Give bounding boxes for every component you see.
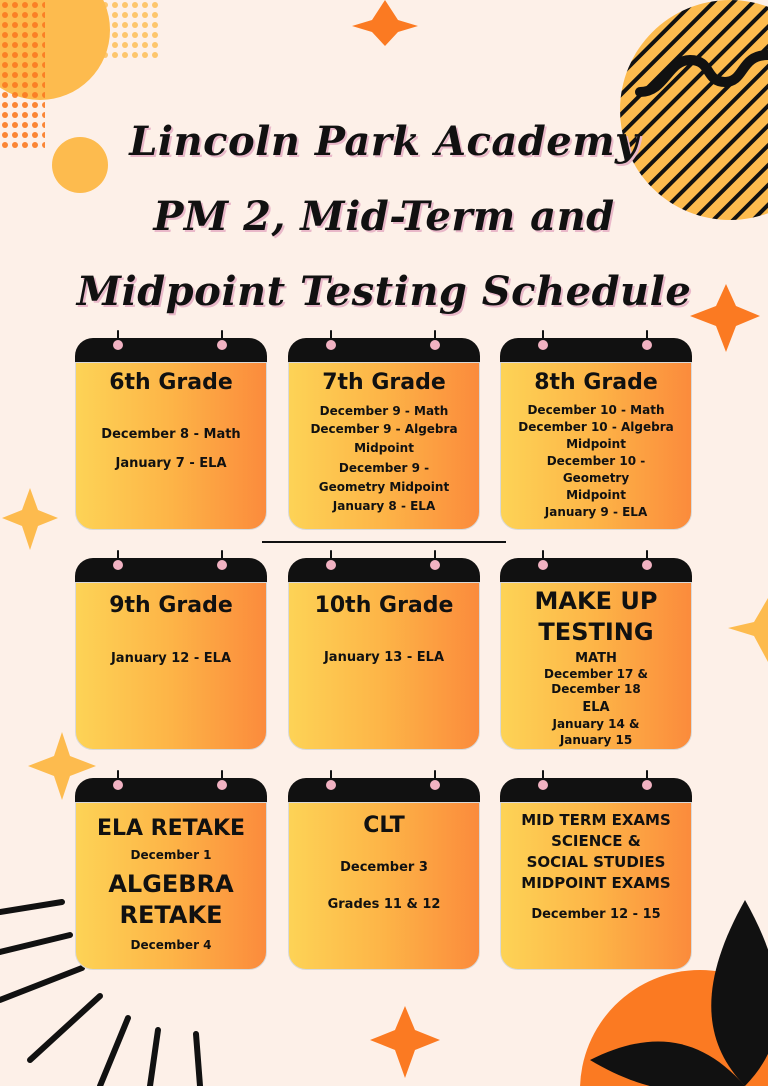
top-center-dots [100,0,160,60]
card-6th-grade [75,330,267,530]
card-line: January 15 [559,733,633,747]
card-7th-grade [288,330,480,530]
card-line: January 9 - ELA [544,505,648,519]
card-line: December 9 - Math [319,404,449,418]
calendar-ring-icon [430,770,440,792]
card-make-up-testing [500,550,692,750]
sparkle-bottom [370,1006,440,1078]
card-heading: MIDPOINT EXAMS [521,874,671,892]
card-8th-grade [500,330,692,530]
calendar-ring-icon [538,550,548,572]
card-line: December 8 - Math [101,427,241,442]
card-10th-grade [288,550,480,750]
card-heading: TESTING [538,618,654,646]
card-heading: 7th Grade [322,370,446,395]
calendar-ring-icon [538,330,548,352]
card-line: Midpoint [354,441,414,455]
card-heading: SCIENCE & [551,832,641,850]
calendar-ring-icon [217,550,227,572]
striped-circle [620,0,768,220]
calendar-ring-icon [113,770,123,792]
card-line: December 12 - 15 [531,907,661,922]
card-retakes [75,770,267,970]
card-line: December 10 - Algebra [518,420,674,434]
card-line: December 18 [551,682,641,696]
card-heading: 9th Grade [109,593,233,618]
calendar-ring-icon [113,330,123,352]
card-label: MATH [575,651,617,666]
card-line: December 9 - [338,461,430,475]
card-line: December 17 & [543,667,649,681]
calendar-ring-icon [326,770,336,792]
card-line: Geometry Midpoint [318,480,450,494]
calendar-ring-icon [217,770,227,792]
card-line: December 10 - Math [527,403,665,417]
calendar-ring-icon [642,770,652,792]
card-heading: 6th Grade [109,370,233,395]
sparkle-left [2,488,58,550]
card-9th-grade [75,550,267,750]
card-line: January 14 & [552,717,640,731]
card-heading: 8th Grade [534,370,658,395]
card-line: Grades 11 & 12 [327,897,441,912]
title-line-1: Lincoln Park Academy [129,118,639,165]
card-line: Midpoint [566,488,626,502]
card-mid-term-exams [500,770,692,970]
card-clt [288,770,480,970]
calendar-ring-icon [326,550,336,572]
sparkle-right-mid [728,598,768,662]
card-line: December 9 - Algebra [310,422,458,436]
card-line: January 13 - ELA [323,650,445,665]
sparkle-top [352,0,418,46]
calendar-ring-icon [642,550,652,572]
card-heading: ELA RETAKE [96,816,246,841]
card-heading: RETAKE [119,901,223,929]
card-label: ELA [582,700,610,715]
card-line: January 12 - ELA [110,651,232,666]
card-heading: MID TERM EXAMS [521,811,671,829]
calendar-ring-icon [217,330,227,352]
card-line: January 7 - ELA [115,456,227,471]
card-line: December 4 [130,938,212,952]
calendar-ring-icon [430,330,440,352]
card-line: Midpoint [566,437,626,451]
card-line: January 8 - ELA [332,499,436,513]
card-line: December 1 [130,848,212,862]
calendar-ring-icon [642,330,652,352]
card-heading: SOCIAL STUDIES [526,853,666,871]
calendar-ring-icon [113,550,123,572]
calendar-ring-icon [326,330,336,352]
row-divider [262,541,506,543]
card-heading: CLT [363,813,405,838]
calendar-ring-icon [538,770,548,792]
card-line: Geometry [562,471,630,485]
title-line-2: PM 2, Mid-Term and [153,193,615,240]
card-heading: MAKE UP [534,587,658,615]
card-heading: ALGEBRA [108,870,234,898]
card-line: December 3 [340,860,428,875]
calendar-ring-icon [430,550,440,572]
card-line: December 10 - [546,454,646,468]
title-line-3: Midpoint Testing Schedule [76,268,692,315]
card-heading: 10th Grade [314,593,454,618]
